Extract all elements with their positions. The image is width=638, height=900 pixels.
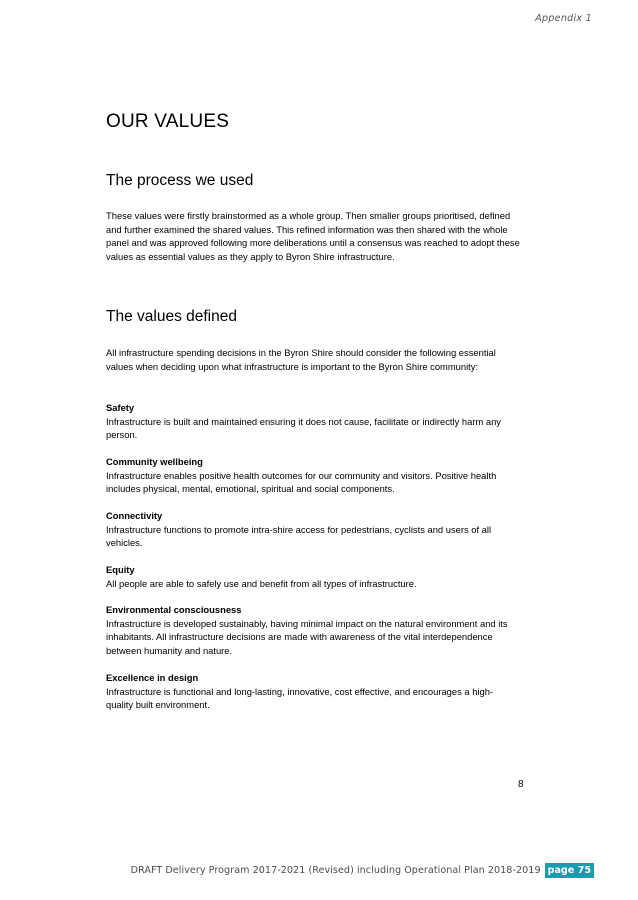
value-title: Connectivity bbox=[106, 510, 163, 521]
process-paragraph: These values were firstly brainstormed as a whole group. Then smaller groups prioritised, defined and further examined the shared values. This refined information was then shared with the whole panel and was approved following more deliberations until a consensus was reached to adopt these values as essential values as they apply to Byron Shire infrastructure. bbox=[106, 210, 520, 262]
value-equity bbox=[106, 563, 520, 590]
values-heading: The values defined bbox=[106, 308, 237, 325]
value-title: Community wellbeing bbox=[106, 456, 203, 467]
value-description: Infrastructure is functional and long-lasting, innovative, cost effective, and encourages a high-quality built environment. bbox=[106, 685, 494, 711]
value-title: Safety bbox=[106, 402, 135, 413]
footer-text: DRAFT Delivery Program 2017-2021 (Revised) including Operational Plan 2018-2019 bbox=[130, 865, 541, 876]
value-description: Infrastructure is developed sustainably, having minimal impact on the natural environment and its inhabitants. All infrastructure decisions are made with awareness of the vital interdependence between humanity and nature. bbox=[106, 617, 508, 656]
value-connectivity bbox=[106, 509, 520, 550]
process-heading: The process we used bbox=[106, 172, 254, 189]
value-description: Infrastructure functions to promote intra-shire access for pedestrians, cyclists and users of all vehicles. bbox=[106, 523, 492, 549]
footer bbox=[131, 863, 594, 878]
footer-page-badge: page 75 bbox=[545, 863, 594, 878]
page-title: OUR VALUES bbox=[106, 111, 230, 132]
value-title: Excellence in design bbox=[106, 672, 199, 683]
value-excellence-in-design bbox=[106, 671, 520, 712]
value-description: All people are able to safely use and benefit from all types of infrastructure. bbox=[106, 577, 417, 589]
page-number: 8 bbox=[518, 779, 524, 790]
value-environmental-consciousness bbox=[106, 603, 520, 657]
value-description: Infrastructure enables positive health outcomes for our community and visitors. Positive health includes physical, mental, emotional, spiritual and social components. bbox=[106, 469, 497, 495]
value-title: Environmental consciousness bbox=[106, 604, 242, 615]
value-community-wellbeing bbox=[106, 455, 520, 496]
value-description: Infrastructure is built and maintained ensuring it does not cause, facilitate or indirectly harm any person. bbox=[106, 415, 501, 441]
value-safety bbox=[106, 401, 520, 442]
appendix-label: Appendix 1 bbox=[535, 13, 592, 24]
value-title: Equity bbox=[106, 564, 135, 575]
values-intro-paragraph: All infrastructure spending decisions in the Byron Shire should consider the following essential values when deciding upon what infrastructure is important to the Byron Shire community: bbox=[106, 347, 496, 372]
